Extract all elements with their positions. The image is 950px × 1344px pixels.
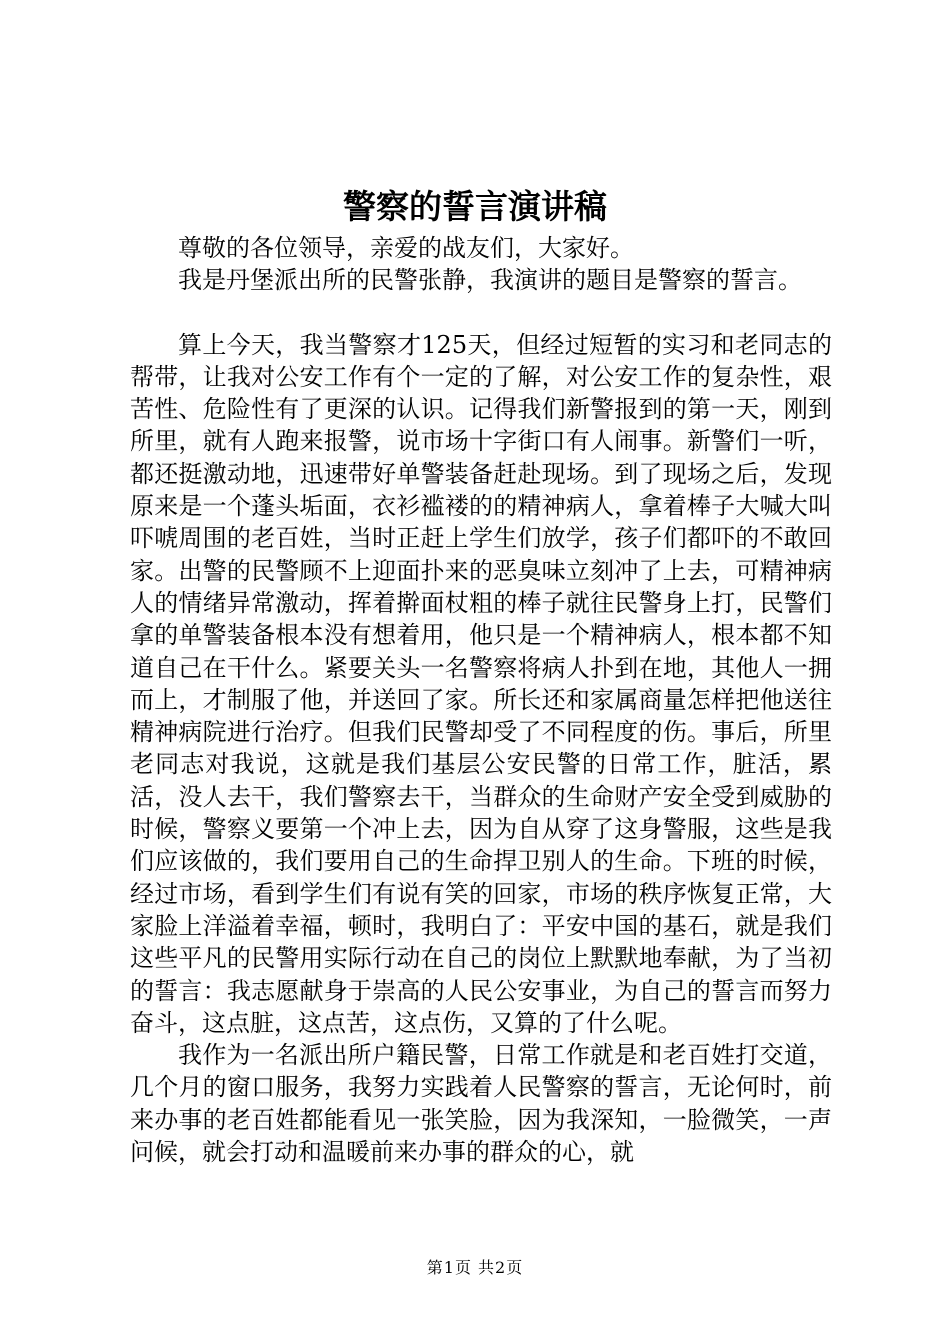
intro-paragraph: 我是丹堡派出所的民警张静，我演讲的题目是警察的誓言。 — [178, 266, 802, 295]
service-paragraph: 我作为一名派出所户籍民警，日常工作就是和老百姓打交道，几个月的窗口服务，我努力实践着人民警察的誓言，无论何时，前来办事的老百姓都能看见一张笑脸，因为我深知，一脸微笑，一声问候，就会打动和温暖前来办事的群众的心，就 — [130, 1041, 832, 1167]
page-number-footer: 第1页 共2页 — [426, 1258, 524, 1277]
document-title: 警察的誓言演讲稿 — [343, 187, 607, 226]
story-paragraph: 算上今天，我当警察才125天，但经过短暂的实习和老同志的帮带，让我对公安工作有个一定的了解，对公安工作的复杂性，艰苦性、危险性有了更深的认识。记得我们新警报到的第一天，刚到所里，就有人跑来报警，说市场十字街口有人闹事。新警们一听，都还挺激动地，迅速带好单警装备赶赴现场。到了现场之后，发现原来是一个蓬头垢面，衣衫褴褛的的精神病人，拿着棒子大喊大叫吓唬周围的老百姓，当时正赶上学生们放学，孩子们都吓的不敢回家。出警的民警顾不上迎面扑来的恶臭味立刻冲了上去，可精神病人的情绪异常激动，挥着擀面杖粗的棒子就往民警身上打，民警们拿的单警装备根本没有想着用，他只是一个精神病人，根本都不知道自己在干什么。紧要关头一名警察将病人扑到在地，其他人一拥而上，才制服了他，并送回了家。所长还和家属商量怎样把他送往精神病院进行治疗。但我们民警却受了不同程度的伤。事后，所里老同志对我说，这就是我们基层公安民警的日常工作，脏活，累活，没人去干，我们警察去干，当群众的生命财产安全受到威胁的时候，警察义要第一个冲上去，因为自从穿了这身警服，这些是我们应该做的，我们要用自己的生命捍卫别人的生命。下班的时候，经过市场，看到学生们有说有笑的回家，市场的秩序恢复正常，大家脸上洋溢着幸福，顿时，我明白了：平安中国的基石，就是我们这些平凡的民警用实际行动在自己的岗位上默默地奉献，为了当初的誓言：我志愿献身于崇高的人民公安事业，为自己的誓言而努力奋斗，这点脏，这点苦，这点伤，又算的了什么呢。 — [130, 330, 832, 1037]
document-body — [130, 232, 832, 1168]
greeting-paragraph: 尊敬的各位领导，亲爱的战友们，大家好。 — [178, 234, 634, 262]
